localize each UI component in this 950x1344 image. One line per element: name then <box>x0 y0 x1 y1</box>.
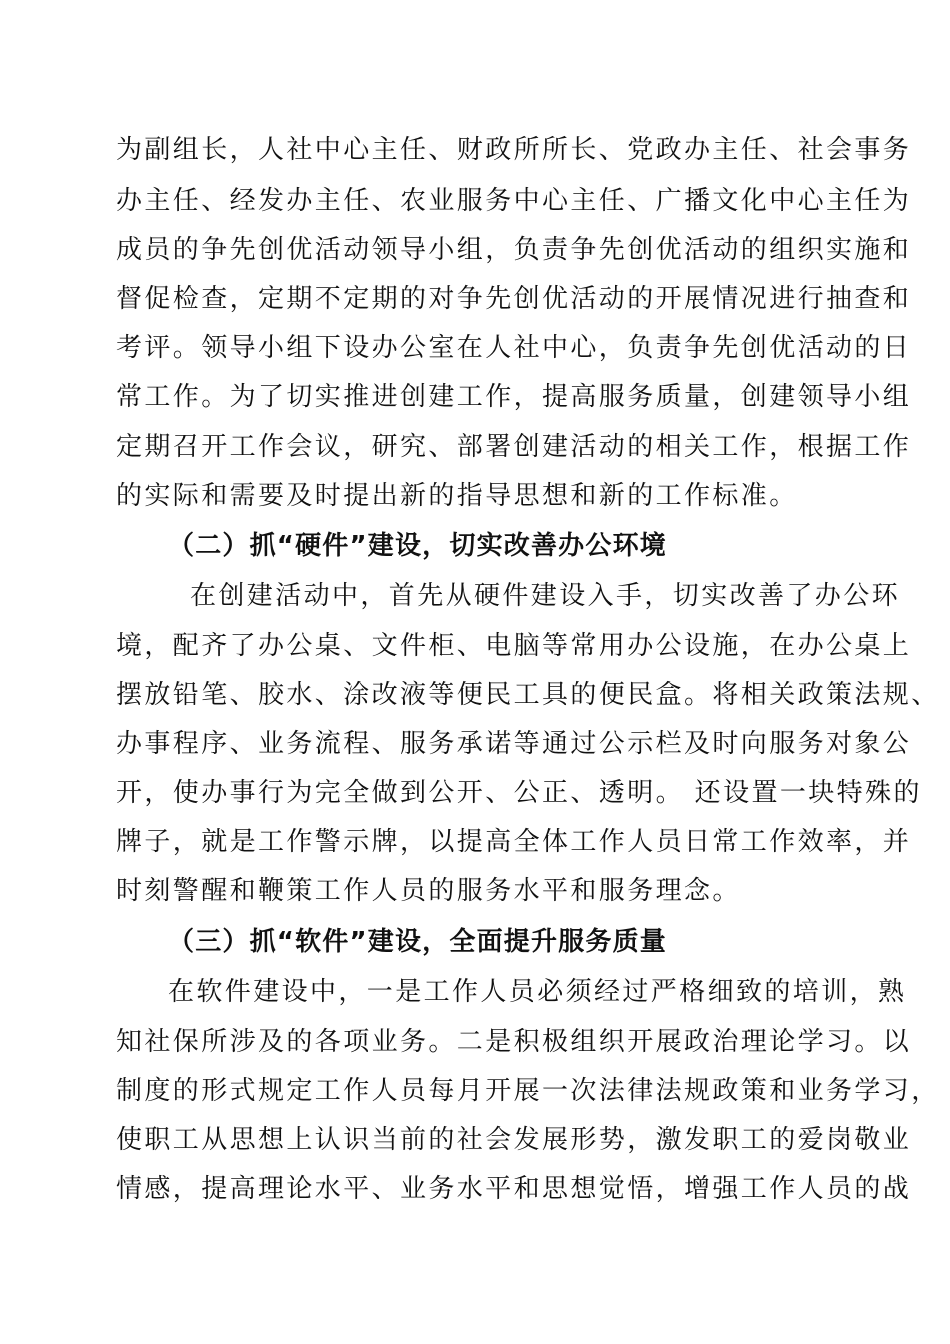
section-heading-2: （二）抓“硬件”建设，切实改善办公环境 <box>168 531 667 561</box>
paragraph-2-line: 境，配齐了办公桌、文件柜、电脑等常用办公设施，在办公桌上 <box>116 631 912 661</box>
paragraph-1-line: 的实际和需要及时提出新的指导思想和新的工作标准。 <box>116 481 798 511</box>
paragraph-1-line: 常工作。为了切实推进创建工作，提高服务质量，创建领导小组 <box>116 382 912 412</box>
paragraph-1-line: 成员的争先创优活动领导小组，负责争先创优活动的组织实施和 <box>116 235 912 265</box>
paragraph-3-line: 制度的形式规定工作人员每月开展一次法律法规政策和业务学习， <box>116 1076 940 1106</box>
paragraph-2-line: 办事程序、业务流程、服务承诺等通过公示栏及时向服务对象公 <box>116 729 912 759</box>
paragraph-1-line: 考评。领导小组下设办公室在人社中心，负责争先创优活动的日 <box>116 333 912 363</box>
paragraph-2-line: 牌子，就是工作警示牌，以提高全体工作人员日常工作效率，并 <box>116 827 912 857</box>
paragraph-1-line: 为副组长，人社中心主任、财政所所长、党政办主任、社会事务 <box>116 135 912 165</box>
paragraph-3-line: 情感，提高理论水平、业务水平和思想觉悟，增强工作人员的战 <box>116 1174 912 1204</box>
paragraph-1-line: 定期召开工作会议，研究、部署创建活动的相关工作，根据工作 <box>116 432 912 462</box>
paragraph-2-line: 摆放铅笔、胶水、涂改液等便民工具的便民盒。将相关政策法规、 <box>116 680 940 710</box>
paragraph-3-line: 使职工从思想上认识当前的社会发展形势，激发职工的爱岗敬业 <box>116 1125 912 1155</box>
paragraph-2-line: 在创建活动中，首先从硬件建设入手，切实改善了办公环 <box>190 581 901 611</box>
paragraph-1-line: 督促检查，定期不定期的对争先创优活动的开展情况进行抽查和 <box>116 284 912 314</box>
paragraph-1-line: 办主任、经发办主任、农业服务中心主任、广播文化中心主任为 <box>116 186 912 216</box>
paragraph-2-line: 开，使办事行为完全做到公开、公正、透明。 还设置一块特殊的 <box>116 778 922 808</box>
section-heading-3: （三）抓“软件”建设，全面提升服务质量 <box>168 927 667 957</box>
paragraph-3-line: 知社保所涉及的各项业务。二是积极组织开展政治理论学习。以 <box>116 1027 912 1057</box>
paragraph-2-line: 时刻警醒和鞭策工作人员的服务水平和服务理念。 <box>116 876 741 906</box>
paragraph-3-line: 在软件建设中，一是工作人员必须经过严格细致的培训，熟 <box>168 977 907 1007</box>
